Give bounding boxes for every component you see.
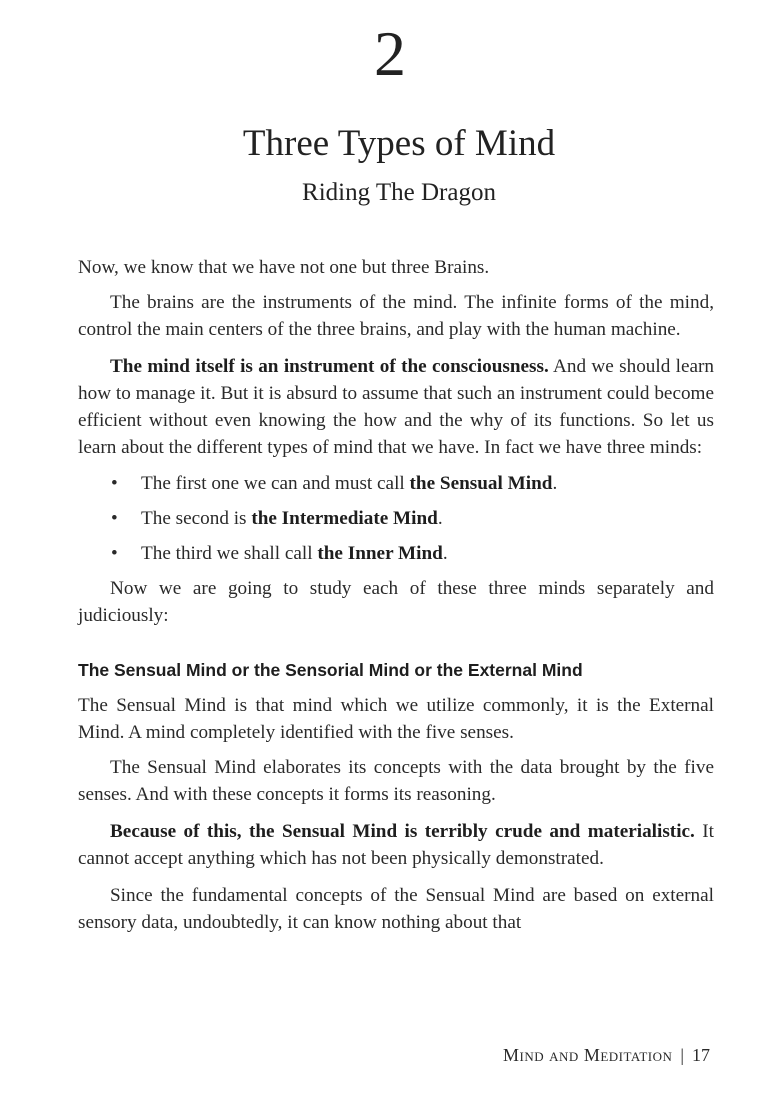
chapter-title: Three Types of Mind: [242, 123, 556, 164]
page-footer: [503, 1041, 710, 1069]
footer-separator: |: [680, 1045, 684, 1065]
list-item: [78, 470, 714, 497]
bullet-icon: •: [111, 543, 118, 564]
emphasis-text: The mind itself is an instrument of the consciousness.: [110, 356, 549, 377]
bullet-icon: •: [111, 508, 118, 529]
chapter-subtitle: Riding The Dragon: [302, 179, 496, 206]
list-item: [78, 505, 714, 532]
paragraph: The Sensual Mind is that mind which we utilize commonly, it is the External Mind. A mind completely identified with the five senses.: [78, 695, 714, 743]
list-item-emphasis: the Inner Mind: [317, 543, 443, 564]
list-item-suffix: .: [442, 543, 448, 564]
running-title: Mind and Meditation: [503, 1045, 673, 1065]
paragraph: The brains are the instruments of the mind. The infinite forms of the mind, control the main centers of the three brains, and play with the human machine.: [78, 292, 714, 340]
list-item-text: The second is: [141, 508, 252, 529]
paragraph: The Sensual Mind elaborates its concepts with the data brought by the five senses. And with these concepts it forms its reasoning.: [78, 757, 714, 805]
list-item-suffix: .: [437, 508, 443, 529]
chapter-number: 2: [374, 18, 406, 89]
list-item-emphasis: the Intermediate Mind: [251, 508, 438, 529]
paragraph: Since the fundamental concepts of the Sensual Mind are based on external sensory data, undoubtedly, it can know nothing about that: [78, 885, 714, 933]
section-heading: The Sensual Mind or the Sensorial Mind or the External Mind: [78, 660, 583, 680]
paragraph: Now we are going to study each of these three minds separately and judiciously:: [78, 578, 714, 626]
bullet-icon: •: [111, 473, 118, 494]
page-number: 17: [692, 1045, 710, 1065]
paragraph: [78, 818, 714, 872]
paragraph: Now, we know that we have not one but three Brains.: [78, 257, 490, 278]
list-item: [78, 540, 714, 567]
list-item-emphasis: the Sensual Mind: [409, 473, 553, 494]
list-item-suffix: .: [552, 473, 558, 494]
paragraph-text: And we should learn how to manage it. But it is absurd to assume that such an instrument could become efficient without even knowing the how and the why of its functions. So let us learn about the different types of mind that we have. In fact we have three minds:: [78, 356, 714, 458]
paragraph: [78, 353, 714, 461]
list-item-text: The first one we can and must call: [141, 473, 410, 494]
body-text: [78, 254, 714, 936]
paragraph-text: It cannot accept anything which has not been physically demonstrated.: [78, 821, 714, 869]
emphasis-text: Because of this, the Sensual Mind is terribly crude and materialistic.: [110, 821, 695, 842]
minds-list: [78, 470, 714, 567]
list-item-text: The third we shall call: [141, 543, 318, 564]
